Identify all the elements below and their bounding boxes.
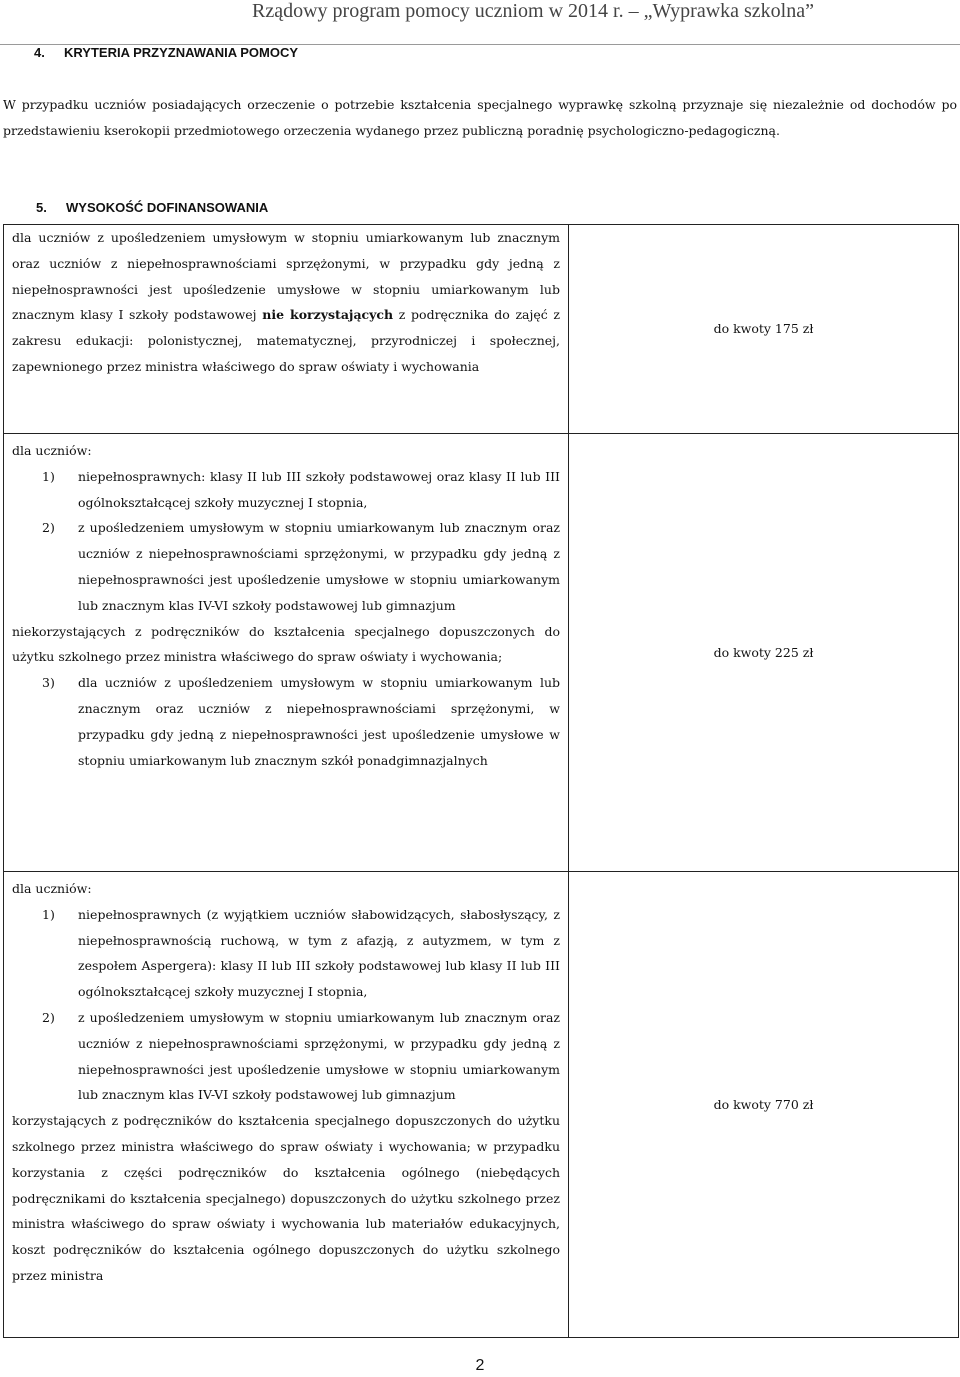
funding-row-225 — [4, 434, 959, 872]
row2-list-item-3 — [12, 670, 560, 773]
row2-item-2-text: z upośledzeniem umysłowym w stopniu umiarkowanym lub znacznym oraz uczniów z niepełnosprawnościami sprzężonymi, w przypadku gdy jedną z niepełnosprawności jest upośledzenie umysłowe w stopniu umiarkowanym lub znacznym klas IV-VI szkoły podstawowej lub gimnazjum — [78, 520, 560, 613]
funding-row-770 — [4, 872, 959, 1338]
row1-description — [4, 225, 569, 434]
row3-intro: dla uczniów: — [12, 881, 92, 896]
row2-description — [4, 434, 569, 872]
row2-item-3-text: dla uczniów z upośledzeniem umysłowym w stopniu umiarkowanym lub znacznym oraz uczniów z niepełnosprawnościami sprzężonymi, w przypadku gdy jedną z niepełnosprawności jest upośledzenie umysłowe w stopniu umiarkowanym lub znacznym szkół ponadgimnazjalnych — [78, 675, 560, 768]
row2-list-item-1 — [12, 464, 560, 516]
section-4-title: KRYTERIA PRZYZNAWANIA POMOCY — [64, 45, 299, 60]
row3-list-item-1 — [12, 902, 560, 1005]
funding-row-175 — [4, 225, 959, 434]
row2-amount: do kwoty 225 zł — [569, 434, 959, 872]
section-5-title: WYSOKOŚĆ DOFINANSOWANIA — [66, 200, 269, 215]
section-4-paragraph: W przypadku uczniów posiadających orzeczenie o potrzebie kształcenia specjalnego wyprawkę szkolną przyznaje się niezależnie od dochodów po przedstawieniu kserokopii przedmiotowego orzeczenia wydanego przez publiczną poradnię psychologiczno-pedagogiczną. — [3, 97, 957, 138]
row3-description — [4, 872, 569, 1338]
row2-item-2-number: 2) — [42, 520, 55, 536]
row1-text-after: z podręcznika do zajęć z zakresu edukacji: polonistycznej, matematycznej, przyrodniczej i społecznej, zapewnionego przez ministra właściwego do spraw oświaty i wychowania — [12, 307, 561, 374]
row2-list-item-2 — [12, 515, 560, 618]
section-5-number: 5. — [36, 200, 47, 215]
row1-bold-text: nie korzystających — [262, 307, 394, 323]
row3-list-item-2 — [12, 1005, 560, 1108]
header-title: Rządowy program pomocy uczniom w 2014 r. – „Wyprawka szkolna” — [252, 0, 814, 22]
row2-item-3-number: 3) — [42, 675, 55, 691]
row3-amount: do kwoty 770 zł — [569, 872, 959, 1338]
row2-intro: dla uczniów: — [12, 443, 92, 458]
row3-item-1-number: 1) — [42, 906, 55, 922]
section-5-heading — [36, 200, 268, 215]
row2-item-1-text: niepełnosprawnych: klasy II lub III szkoły podstawowej oraz klasy II lub III ogólnokształcącej szkoły muzycznej I stopnia, — [78, 468, 560, 510]
page-number: 2 — [475, 1357, 485, 1374]
row3-item-1-text: niepełnosprawnych (z wyjątkiem uczniów słabowidzących, słabosłyszący, z niepełnosprawnością ruchową, w tym z afazją, z autyzmem, w tym z zespołem Aspergera): klasy II lub III szkoły podstawowej lub klasy II lub III ogólnokształcącej szkoły muzycznej I stopnia, — [78, 906, 560, 1000]
page-header — [0, 0, 960, 45]
row3-tail-text: korzystających z podręczników do kształcenia specjalnego dopuszczonych do użytku szkolnego przez ministra właściwego do spraw oświaty i wychowania; w przypadku korzystania z części podręczników do kształcenia ogólnego (niebędących podręcznikami do kształcenia specjalnego) dopuszczonych do użytku szkolnego przez ministra właściwego do spraw oświaty i wychowania lub materiałów edukacyjnych, koszt podręczników do kształcenia ogólnego dopuszczonych do użytku szkolnego przez ministra — [12, 1113, 560, 1283]
row1-text-before: dla uczniów z upośledzeniem umysłowym w stopniu umiarkowanym lub znacznym oraz uczniów z niepełnosprawnościami sprzężonymi, w przypadku gdy jedną z niepełnosprawności jest upośledzenie umysłowe w stopniu umiarkowanym lub znacznym klasy I szkoły podstawowej — [12, 230, 560, 323]
row1-amount: do kwoty 175 zł — [569, 225, 959, 434]
section-4-heading — [34, 45, 298, 60]
funding-table — [3, 224, 959, 1338]
row3-item-2-number: 2) — [42, 1009, 55, 1025]
row3-item-2-text: z upośledzeniem umysłowym w stopniu umiarkowanym lub znacznym oraz uczniów z niepełnosprawnościami sprzężonymi, w przypadku gdy jedną z niepełnosprawności jest upośledzenie umysłowe w stopniu umiarkowanym lub znacznym klas IV-VI szkoły podstawowej lub gimnazjum — [78, 1009, 560, 1103]
row2-middle-text: niekorzystających z podręczników do kształcenia specjalnego dopuszczonych do użytku szkolnego przez ministra właściwego do spraw oświaty i wychowania; — [12, 623, 560, 665]
row2-item-1-number: 1) — [42, 468, 55, 484]
section-4-number: 4. — [34, 45, 45, 60]
